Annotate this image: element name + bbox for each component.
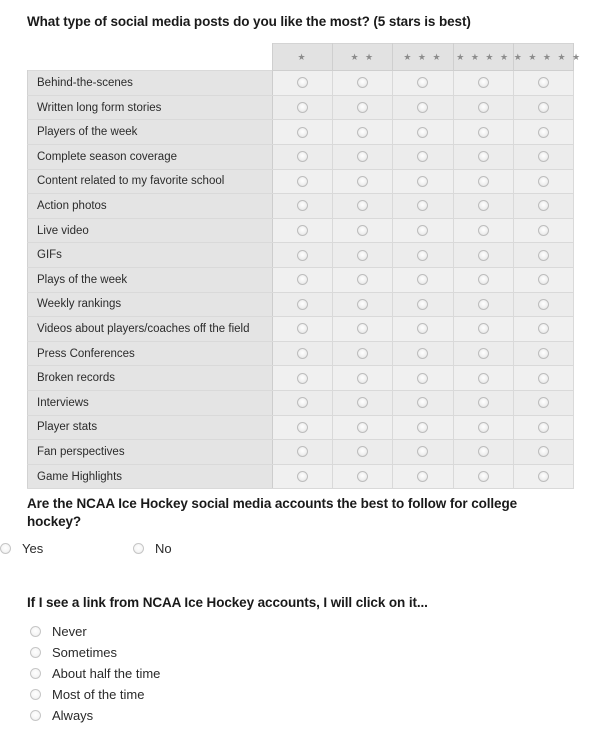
table-row xyxy=(28,243,574,268)
radio-button-icon[interactable] xyxy=(538,200,549,211)
matrix-cell-three-stars[interactable] xyxy=(393,317,453,342)
radio-button-icon[interactable] xyxy=(357,323,368,334)
radio-button-icon[interactable] xyxy=(357,77,368,88)
radio-button-icon[interactable] xyxy=(417,102,428,113)
radio-button-icon[interactable] xyxy=(357,200,368,211)
radio-button-icon[interactable] xyxy=(357,151,368,162)
table-row xyxy=(28,218,574,243)
matrix-cell-five-stars[interactable] xyxy=(513,218,573,243)
matrix-cell-one-star[interactable] xyxy=(273,120,333,145)
matrix-cell-four-stars[interactable] xyxy=(453,317,513,342)
radio-button-icon[interactable] xyxy=(417,299,428,310)
radio-button-icon[interactable] xyxy=(297,176,308,187)
radio-button-icon[interactable] xyxy=(30,668,41,679)
matrix-cell-five-stars[interactable] xyxy=(513,366,573,391)
matrix-cell-two-stars[interactable] xyxy=(333,440,393,465)
matrix-row-label: Content related to my favorite school xyxy=(28,169,273,194)
matrix-cell-five-stars[interactable] xyxy=(513,194,573,219)
matrix-cell-three-stars[interactable] xyxy=(393,464,453,489)
table-row xyxy=(28,341,574,366)
matrix-cell-three-stars[interactable] xyxy=(393,95,453,120)
matrix-row-label: Game Highlights xyxy=(28,464,273,489)
yesno-option-label: Yes xyxy=(22,541,44,557)
frequency-option-label: Most of the time xyxy=(52,687,145,703)
table-row xyxy=(28,120,574,145)
matrix-header xyxy=(28,44,583,71)
frequency-question-title: If I see a link from NCAA Ice Hockey accounts, I will click on it... xyxy=(27,595,428,610)
matrix-cell-four-stars[interactable] xyxy=(453,145,513,170)
radio-button-icon[interactable] xyxy=(297,274,308,285)
matrix-cell-four-stars[interactable] xyxy=(453,366,513,391)
radio-button-icon[interactable] xyxy=(478,250,489,261)
matrix-cell-one-star[interactable] xyxy=(273,366,333,391)
radio-button-icon[interactable] xyxy=(478,274,489,285)
table-row xyxy=(28,194,574,219)
matrix-row-label: Fan perspectives xyxy=(28,440,273,465)
matrix-cell-three-stars[interactable] xyxy=(393,292,453,317)
radio-button-icon[interactable] xyxy=(357,225,368,236)
radio-button-icon[interactable] xyxy=(30,710,41,721)
matrix-cell-five-stars[interactable] xyxy=(513,243,573,268)
matrix-column-header-five-stars xyxy=(513,44,583,71)
matrix-cell-two-stars[interactable] xyxy=(333,194,393,219)
radio-button-icon[interactable] xyxy=(30,626,41,637)
table-row xyxy=(28,71,574,96)
frequency-option[interactable] xyxy=(30,642,600,663)
radio-button-icon[interactable] xyxy=(538,422,549,433)
frequency-option[interactable] xyxy=(30,705,600,726)
yesno-question-block xyxy=(0,495,600,561)
matrix-cell-four-stars[interactable] xyxy=(453,243,513,268)
matrix-row-label: Action photos xyxy=(28,194,273,219)
matrix-cell-three-stars[interactable] xyxy=(393,440,453,465)
table-row xyxy=(28,440,574,465)
radio-button-icon[interactable] xyxy=(133,543,144,554)
matrix-cell-one-star[interactable] xyxy=(273,292,333,317)
matrix-cell-five-stars[interactable] xyxy=(513,267,573,292)
matrix-cell-four-stars[interactable] xyxy=(453,415,513,440)
matrix-cell-three-stars[interactable] xyxy=(393,194,453,219)
matrix-cell-one-star[interactable] xyxy=(273,145,333,170)
radio-button-icon[interactable] xyxy=(297,250,308,261)
matrix-column-header-two-stars xyxy=(333,44,393,71)
radio-button-icon[interactable] xyxy=(478,127,489,138)
radio-button-icon[interactable] xyxy=(357,250,368,261)
star-rating-matrix xyxy=(27,43,583,489)
table-row xyxy=(28,390,574,415)
matrix-cell-three-stars[interactable] xyxy=(393,243,453,268)
radio-button-icon[interactable] xyxy=(538,151,549,162)
matrix-cell-four-stars[interactable] xyxy=(453,390,513,415)
radio-button-icon[interactable] xyxy=(417,373,428,384)
radio-button-icon[interactable] xyxy=(297,373,308,384)
radio-button-icon[interactable] xyxy=(417,225,428,236)
radio-button-icon[interactable] xyxy=(417,348,428,359)
radio-button-icon[interactable] xyxy=(538,397,549,408)
frequency-option-label: Always xyxy=(52,708,94,724)
radio-button-icon[interactable] xyxy=(357,422,368,433)
radio-button-icon[interactable] xyxy=(417,446,428,457)
matrix-cell-four-stars[interactable] xyxy=(453,218,513,243)
matrix-cell-two-stars[interactable] xyxy=(333,366,393,391)
frequency-option[interactable] xyxy=(30,621,600,642)
matrix-corner-cell xyxy=(28,44,273,71)
table-row xyxy=(28,169,574,194)
matrix-cell-three-stars[interactable] xyxy=(393,71,453,96)
radio-button-icon[interactable] xyxy=(357,102,368,113)
matrix-cell-one-star[interactable] xyxy=(273,341,333,366)
matrix-cell-five-stars[interactable] xyxy=(513,390,573,415)
matrix-row-label: Broken records xyxy=(28,366,273,391)
radio-button-icon[interactable] xyxy=(478,323,489,334)
yesno-question-title: Are the NCAA Ice Hockey social media accounts the best to follow for college hockey? xyxy=(27,496,518,530)
frequency-option-label: Never xyxy=(52,624,87,640)
matrix-row-label: GIFs xyxy=(28,243,273,268)
radio-button-icon[interactable] xyxy=(478,299,489,310)
radio-button-icon[interactable] xyxy=(478,225,489,236)
matrix-cell-two-stars[interactable] xyxy=(333,120,393,145)
radio-button-icon[interactable] xyxy=(478,422,489,433)
matrix-cell-five-stars[interactable] xyxy=(513,464,573,489)
matrix-cell-five-stars[interactable] xyxy=(513,341,573,366)
matrix-cell-one-star[interactable] xyxy=(273,317,333,342)
matrix-cell-four-stars[interactable] xyxy=(453,267,513,292)
radio-button-icon[interactable] xyxy=(417,127,428,138)
matrix-row-label: Written long form stories xyxy=(28,95,273,120)
radio-button-icon[interactable] xyxy=(357,348,368,359)
yesno-option-yes[interactable] xyxy=(0,541,43,556)
radio-button-icon[interactable] xyxy=(538,176,549,187)
matrix-cell-one-star[interactable] xyxy=(273,390,333,415)
matrix-cell-three-stars[interactable] xyxy=(393,218,453,243)
matrix-row-label: Behind-the-scenes xyxy=(28,71,273,96)
matrix-cell-one-star[interactable] xyxy=(273,95,333,120)
radio-button-icon[interactable] xyxy=(478,397,489,408)
radio-button-icon[interactable] xyxy=(478,471,489,482)
radio-button-icon[interactable] xyxy=(417,471,428,482)
matrix-column-header-one-star xyxy=(273,44,333,71)
matrix-cell-one-star[interactable] xyxy=(273,194,333,219)
frequency-option[interactable] xyxy=(30,663,600,684)
matrix-cell-four-stars[interactable] xyxy=(453,95,513,120)
yesno-option-no[interactable] xyxy=(133,541,172,556)
matrix-body xyxy=(28,71,574,489)
star-icon-group-5: ★ ★ ★ ★ ★ xyxy=(513,52,583,63)
matrix-cell-two-stars[interactable] xyxy=(333,341,393,366)
radio-button-icon[interactable] xyxy=(297,422,308,433)
matrix-cell-two-stars[interactable] xyxy=(333,415,393,440)
radio-button-icon[interactable] xyxy=(297,446,308,457)
matrix-cell-five-stars[interactable] xyxy=(513,120,573,145)
matrix-cell-four-stars[interactable] xyxy=(453,341,513,366)
radio-button-icon[interactable] xyxy=(417,151,428,162)
radio-button-icon[interactable] xyxy=(417,274,428,285)
radio-button-icon[interactable] xyxy=(478,176,489,187)
matrix-cell-four-stars[interactable] xyxy=(453,194,513,219)
matrix-row-label: Press Conferences xyxy=(28,341,273,366)
matrix-header-row xyxy=(28,44,574,71)
table-row xyxy=(28,145,574,170)
radio-button-icon[interactable] xyxy=(357,373,368,384)
matrix-cell-one-star[interactable] xyxy=(273,267,333,292)
star-icon-group-3: ★ ★ ★ xyxy=(403,52,443,63)
matrix-cell-three-stars[interactable] xyxy=(393,415,453,440)
radio-button-icon[interactable] xyxy=(357,397,368,408)
radio-button-icon[interactable] xyxy=(297,323,308,334)
radio-button-icon[interactable] xyxy=(478,200,489,211)
matrix-row-label: Videos about players/coaches off the field xyxy=(28,317,273,342)
matrix-cell-two-stars[interactable] xyxy=(333,292,393,317)
matrix-cell-two-stars[interactable] xyxy=(333,169,393,194)
matrix-cell-one-star[interactable] xyxy=(273,169,333,194)
matrix-cell-two-stars[interactable] xyxy=(333,71,393,96)
radio-button-icon[interactable] xyxy=(538,323,549,334)
radio-button-icon[interactable] xyxy=(297,348,308,359)
matrix-cell-four-stars[interactable] xyxy=(453,464,513,489)
matrix-cell-three-stars[interactable] xyxy=(393,390,453,415)
radio-button-icon[interactable] xyxy=(297,225,308,236)
radio-button-icon[interactable] xyxy=(538,471,549,482)
radio-button-icon[interactable] xyxy=(357,471,368,482)
matrix-cell-one-star[interactable] xyxy=(273,71,333,96)
frequency-option-label: About half the time xyxy=(52,666,161,682)
matrix-row-label: Players of the week xyxy=(28,120,273,145)
matrix-row-label: Player stats xyxy=(28,415,273,440)
star-icon-group-1: ★ xyxy=(297,52,308,63)
table-row xyxy=(28,95,574,120)
table-row xyxy=(28,415,574,440)
matrix-row-label: Live video xyxy=(28,218,273,243)
radio-button-icon[interactable] xyxy=(297,151,308,162)
matrix-cell-two-stars[interactable] xyxy=(333,317,393,342)
matrix-cell-four-stars[interactable] xyxy=(453,169,513,194)
radio-button-icon[interactable] xyxy=(538,373,549,384)
matrix-cell-two-stars[interactable] xyxy=(333,95,393,120)
radio-button-icon[interactable] xyxy=(538,446,549,457)
matrix-row-label: Complete season coverage xyxy=(28,145,273,170)
radio-button-icon[interactable] xyxy=(417,422,428,433)
matrix-cell-four-stars[interactable] xyxy=(453,292,513,317)
matrix-cell-five-stars[interactable] xyxy=(513,95,573,120)
table-row xyxy=(28,292,574,317)
radio-button-icon[interactable] xyxy=(538,348,549,359)
matrix-cell-two-stars[interactable] xyxy=(333,243,393,268)
frequency-option-list xyxy=(0,621,600,726)
radio-button-icon[interactable] xyxy=(478,348,489,359)
matrix-cell-three-stars[interactable] xyxy=(393,366,453,391)
matrix-cell-two-stars[interactable] xyxy=(333,218,393,243)
radio-button-icon[interactable] xyxy=(417,250,428,261)
matrix-cell-four-stars[interactable] xyxy=(453,120,513,145)
yesno-option-label: No xyxy=(155,541,172,557)
matrix-cell-five-stars[interactable] xyxy=(513,440,573,465)
table-row xyxy=(28,366,574,391)
radio-button-icon[interactable] xyxy=(297,299,308,310)
radio-button-icon[interactable] xyxy=(478,373,489,384)
radio-button-icon[interactable] xyxy=(0,543,11,554)
radio-button-icon[interactable] xyxy=(538,127,549,138)
yesno-option-list xyxy=(0,541,600,561)
radio-button-icon[interactable] xyxy=(30,647,41,658)
matrix-cell-two-stars[interactable] xyxy=(333,390,393,415)
matrix-cell-five-stars[interactable] xyxy=(513,145,573,170)
radio-button-icon[interactable] xyxy=(478,446,489,457)
radio-button-icon[interactable] xyxy=(417,77,428,88)
matrix-cell-five-stars[interactable] xyxy=(513,317,573,342)
matrix-cell-three-stars[interactable] xyxy=(393,120,453,145)
radio-button-icon[interactable] xyxy=(538,250,549,261)
radio-button-icon[interactable] xyxy=(357,274,368,285)
matrix-cell-two-stars[interactable] xyxy=(333,267,393,292)
radio-button-icon[interactable] xyxy=(357,127,368,138)
radio-button-icon[interactable] xyxy=(297,127,308,138)
radio-button-icon[interactable] xyxy=(417,200,428,211)
radio-button-icon[interactable] xyxy=(417,176,428,187)
matrix-cell-one-star[interactable] xyxy=(273,415,333,440)
radio-button-icon[interactable] xyxy=(357,176,368,187)
matrix-column-header-four-stars xyxy=(453,44,513,71)
matrix-row-label: Interviews xyxy=(28,390,273,415)
matrix-cell-five-stars[interactable] xyxy=(513,71,573,96)
table-row xyxy=(28,317,574,342)
matrix-cell-one-star[interactable] xyxy=(273,464,333,489)
star-icon-group-2: ★ ★ xyxy=(350,52,376,63)
radio-button-icon[interactable] xyxy=(478,102,489,113)
frequency-question-block xyxy=(0,594,600,726)
matrix-row-label: Plays of the week xyxy=(28,267,273,292)
matrix-cell-one-star[interactable] xyxy=(273,440,333,465)
frequency-option[interactable] xyxy=(30,684,600,705)
matrix-cell-five-stars[interactable] xyxy=(513,415,573,440)
table-row xyxy=(28,464,574,489)
matrix-cell-four-stars[interactable] xyxy=(453,440,513,465)
radio-button-icon[interactable] xyxy=(297,397,308,408)
radio-button-icon[interactable] xyxy=(417,397,428,408)
matrix-cell-three-stars[interactable] xyxy=(393,145,453,170)
radio-button-icon[interactable] xyxy=(30,689,41,700)
matrix-question-title: What type of social media posts do you like the most? (5 stars is best) xyxy=(27,14,471,29)
matrix-cell-one-star[interactable] xyxy=(273,243,333,268)
radio-button-icon[interactable] xyxy=(297,77,308,88)
radio-button-icon[interactable] xyxy=(538,299,549,310)
radio-button-icon[interactable] xyxy=(538,102,549,113)
radio-button-icon[interactable] xyxy=(538,225,549,236)
radio-button-icon[interactable] xyxy=(478,77,489,88)
star-icon-group-4: ★ ★ ★ ★ xyxy=(456,52,511,63)
matrix-cell-five-stars[interactable] xyxy=(513,292,573,317)
matrix-cell-four-stars[interactable] xyxy=(453,71,513,96)
matrix-column-header-three-stars xyxy=(393,44,453,71)
frequency-option-label: Sometimes xyxy=(52,645,118,661)
radio-button-icon[interactable] xyxy=(357,446,368,457)
table-row xyxy=(28,267,574,292)
radio-button-icon[interactable] xyxy=(538,77,549,88)
matrix-cell-three-stars[interactable] xyxy=(393,341,453,366)
radio-button-icon[interactable] xyxy=(297,200,308,211)
matrix-cell-three-stars[interactable] xyxy=(393,169,453,194)
matrix-cell-five-stars[interactable] xyxy=(513,169,573,194)
radio-button-icon[interactable] xyxy=(478,151,489,162)
radio-button-icon[interactable] xyxy=(357,299,368,310)
matrix-row-label: Weekly rankings xyxy=(28,292,273,317)
matrix-cell-one-star[interactable] xyxy=(273,218,333,243)
matrix-cell-two-stars[interactable] xyxy=(333,464,393,489)
matrix-cell-two-stars[interactable] xyxy=(333,145,393,170)
radio-button-icon[interactable] xyxy=(417,323,428,334)
radio-button-icon[interactable] xyxy=(297,471,308,482)
matrix-cell-three-stars[interactable] xyxy=(393,267,453,292)
radio-button-icon[interactable] xyxy=(538,274,549,285)
radio-button-icon[interactable] xyxy=(297,102,308,113)
